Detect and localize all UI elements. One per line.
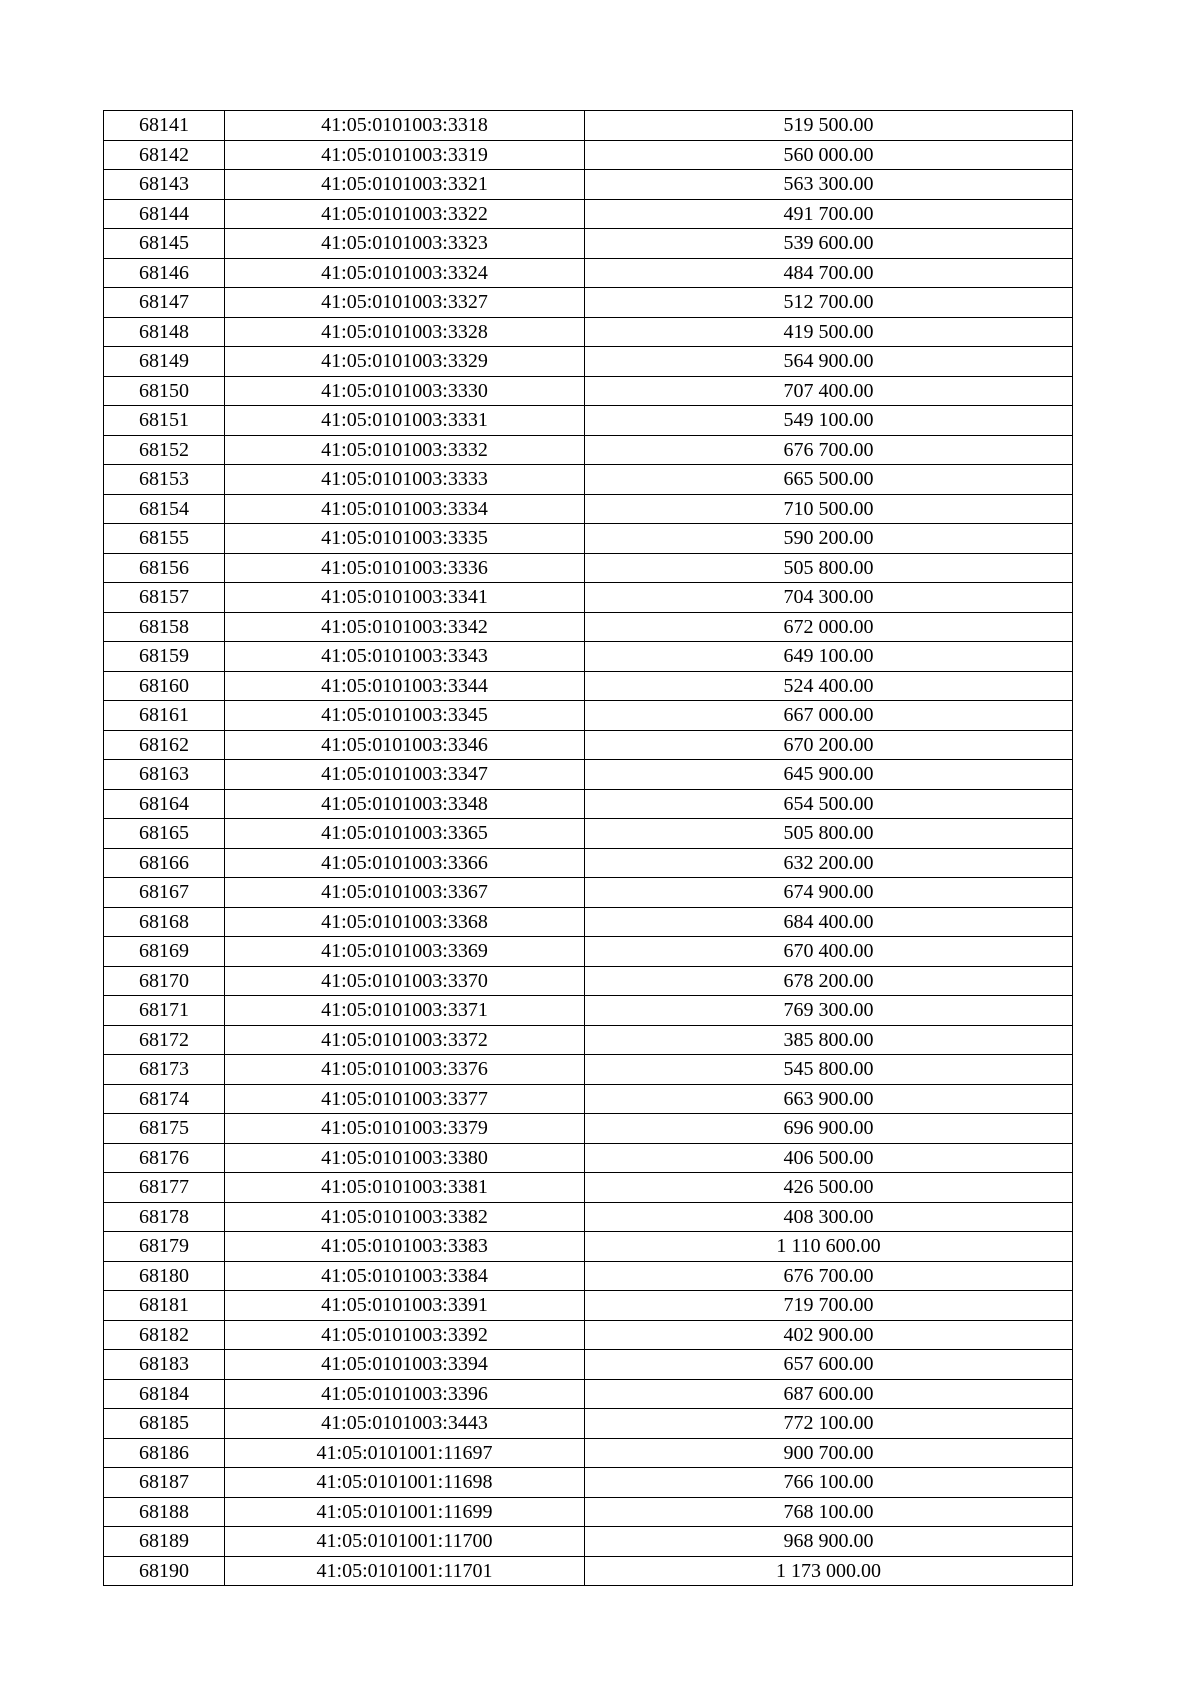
- row-number-cell: 68146: [104, 258, 225, 288]
- row-number-cell: 68155: [104, 524, 225, 554]
- row-number-cell: 68178: [104, 1202, 225, 1232]
- value-cell: 766 100.00: [585, 1468, 1073, 1498]
- value-cell: 670 200.00: [585, 730, 1073, 760]
- cadastral-number-cell: 41:05:0101003:3376: [225, 1055, 585, 1085]
- cadastral-number-cell: 41:05:0101003:3380: [225, 1143, 585, 1173]
- row-number-cell: 68174: [104, 1084, 225, 1114]
- table-row: [104, 1173, 1073, 1203]
- row-number-cell: 68167: [104, 878, 225, 908]
- row-number-cell: 68163: [104, 760, 225, 790]
- value-cell: 402 900.00: [585, 1320, 1073, 1350]
- row-number-cell: 68143: [104, 170, 225, 200]
- value-cell: 676 700.00: [585, 435, 1073, 465]
- table-row: [104, 612, 1073, 642]
- row-number-cell: 68181: [104, 1291, 225, 1321]
- row-number-cell: 68172: [104, 1025, 225, 1055]
- row-number-cell: 68175: [104, 1114, 225, 1144]
- value-cell: 667 000.00: [585, 701, 1073, 731]
- row-number-cell: 68189: [104, 1527, 225, 1557]
- value-cell: 549 100.00: [585, 406, 1073, 436]
- table-row: [104, 199, 1073, 229]
- row-number-cell: 68165: [104, 819, 225, 849]
- row-number-cell: 68162: [104, 730, 225, 760]
- row-number-cell: 68144: [104, 199, 225, 229]
- table-row: [104, 760, 1073, 790]
- value-cell: 408 300.00: [585, 1202, 1073, 1232]
- cadastral-number-cell: 41:05:0101003:3347: [225, 760, 585, 790]
- table-row: [104, 1291, 1073, 1321]
- value-cell: 657 600.00: [585, 1350, 1073, 1380]
- value-cell: 687 600.00: [585, 1379, 1073, 1409]
- value-cell: 684 400.00: [585, 907, 1073, 937]
- value-cell: 649 100.00: [585, 642, 1073, 672]
- value-cell: 769 300.00: [585, 996, 1073, 1026]
- table-row: [104, 878, 1073, 908]
- value-cell: 665 500.00: [585, 465, 1073, 495]
- row-number-cell: 68149: [104, 347, 225, 377]
- value-cell: 704 300.00: [585, 583, 1073, 613]
- table-row: [104, 288, 1073, 318]
- cadastral-number-cell: 41:05:0101003:3394: [225, 1350, 585, 1380]
- table-row: [104, 111, 1073, 141]
- cadastral-number-cell: 41:05:0101003:3368: [225, 907, 585, 937]
- cadastral-value-table: [103, 110, 1073, 1586]
- cadastral-number-cell: 41:05:0101003:3382: [225, 1202, 585, 1232]
- cadastral-number-cell: 41:05:0101003:3366: [225, 848, 585, 878]
- row-number-cell: 68188: [104, 1497, 225, 1527]
- table-row: [104, 258, 1073, 288]
- value-cell: 645 900.00: [585, 760, 1073, 790]
- row-number-cell: 68147: [104, 288, 225, 318]
- value-cell: 900 700.00: [585, 1438, 1073, 1468]
- row-number-cell: 68186: [104, 1438, 225, 1468]
- cadastral-number-cell: 41:05:0101003:3384: [225, 1261, 585, 1291]
- table-row: [104, 583, 1073, 613]
- cadastral-number-cell: 41:05:0101003:3345: [225, 701, 585, 731]
- row-number-cell: 68166: [104, 848, 225, 878]
- table-row: [104, 1468, 1073, 1498]
- row-number-cell: 68179: [104, 1232, 225, 1262]
- value-cell: 674 900.00: [585, 878, 1073, 908]
- row-number-cell: 68183: [104, 1350, 225, 1380]
- row-number-cell: 68151: [104, 406, 225, 436]
- value-cell: 539 600.00: [585, 229, 1073, 259]
- cadastral-number-cell: 41:05:0101003:3348: [225, 789, 585, 819]
- cadastral-number-cell: 41:05:0101001:11698: [225, 1468, 585, 1498]
- value-cell: 563 300.00: [585, 170, 1073, 200]
- table-row: [104, 996, 1073, 1026]
- table-row: [104, 140, 1073, 170]
- table-row: [104, 229, 1073, 259]
- table-row: [104, 789, 1073, 819]
- cadastral-number-cell: 41:05:0101003:3370: [225, 966, 585, 996]
- cadastral-number-cell: 41:05:0101003:3341: [225, 583, 585, 613]
- table-row: [104, 1497, 1073, 1527]
- row-number-cell: 68177: [104, 1173, 225, 1203]
- value-cell: 505 800.00: [585, 553, 1073, 583]
- cadastral-number-cell: 41:05:0101003:3372: [225, 1025, 585, 1055]
- row-number-cell: 68158: [104, 612, 225, 642]
- row-number-cell: 68153: [104, 465, 225, 495]
- value-cell: 545 800.00: [585, 1055, 1073, 1085]
- table-row: [104, 1055, 1073, 1085]
- table-row: [104, 701, 1073, 731]
- cadastral-number-cell: 41:05:0101003:3329: [225, 347, 585, 377]
- value-cell: 564 900.00: [585, 347, 1073, 377]
- table-row: [104, 1556, 1073, 1586]
- table-row: [104, 937, 1073, 967]
- value-cell: 696 900.00: [585, 1114, 1073, 1144]
- table-row: [104, 1025, 1073, 1055]
- table-row: [104, 435, 1073, 465]
- row-number-cell: 68185: [104, 1409, 225, 1439]
- row-number-cell: 68176: [104, 1143, 225, 1173]
- table-row: [104, 1202, 1073, 1232]
- value-cell: 1 110 600.00: [585, 1232, 1073, 1262]
- cadastral-number-cell: 41:05:0101003:3319: [225, 140, 585, 170]
- cadastral-number-cell: 41:05:0101003:3331: [225, 406, 585, 436]
- value-cell: 590 200.00: [585, 524, 1073, 554]
- cadastral-number-cell: 41:05:0101003:3377: [225, 1084, 585, 1114]
- cadastral-number-cell: 41:05:0101003:3443: [225, 1409, 585, 1439]
- value-cell: 632 200.00: [585, 848, 1073, 878]
- cadastral-number-cell: 41:05:0101003:3342: [225, 612, 585, 642]
- cadastral-number-cell: 41:05:0101003:3318: [225, 111, 585, 141]
- row-number-cell: 68182: [104, 1320, 225, 1350]
- row-number-cell: 68145: [104, 229, 225, 259]
- row-number-cell: 68157: [104, 583, 225, 613]
- value-cell: 484 700.00: [585, 258, 1073, 288]
- value-cell: 678 200.00: [585, 966, 1073, 996]
- table-row: [104, 1143, 1073, 1173]
- cadastral-number-cell: 41:05:0101003:3369: [225, 937, 585, 967]
- cadastral-number-cell: 41:05:0101003:3379: [225, 1114, 585, 1144]
- row-number-cell: 68154: [104, 494, 225, 524]
- table-row: [104, 376, 1073, 406]
- cadastral-number-cell: 41:05:0101003:3381: [225, 1173, 585, 1203]
- table-row: [104, 819, 1073, 849]
- table-row: [104, 1438, 1073, 1468]
- value-cell: 672 000.00: [585, 612, 1073, 642]
- value-cell: 491 700.00: [585, 199, 1073, 229]
- table-row: [104, 1261, 1073, 1291]
- cadastral-number-cell: 41:05:0101003:3334: [225, 494, 585, 524]
- cadastral-number-cell: 41:05:0101003:3322: [225, 199, 585, 229]
- cadastral-number-cell: 41:05:0101003:3343: [225, 642, 585, 672]
- value-cell: 419 500.00: [585, 317, 1073, 347]
- table-row: [104, 730, 1073, 760]
- cadastral-number-cell: 41:05:0101001:11699: [225, 1497, 585, 1527]
- cadastral-number-cell: 41:05:0101001:11700: [225, 1527, 585, 1557]
- row-number-cell: 68159: [104, 642, 225, 672]
- row-number-cell: 68170: [104, 966, 225, 996]
- table-row: [104, 317, 1073, 347]
- cadastral-number-cell: 41:05:0101003:3383: [225, 1232, 585, 1262]
- value-cell: 768 100.00: [585, 1497, 1073, 1527]
- cadastral-number-cell: 41:05:0101003:3396: [225, 1379, 585, 1409]
- table-row: [104, 406, 1073, 436]
- row-number-cell: 68190: [104, 1556, 225, 1586]
- row-number-cell: 68187: [104, 1468, 225, 1498]
- table-row: [104, 966, 1073, 996]
- table-row: [104, 524, 1073, 554]
- row-number-cell: 68150: [104, 376, 225, 406]
- value-cell: 426 500.00: [585, 1173, 1073, 1203]
- value-cell: 772 100.00: [585, 1409, 1073, 1439]
- row-number-cell: 68148: [104, 317, 225, 347]
- value-cell: 968 900.00: [585, 1527, 1073, 1557]
- table-body: [104, 111, 1073, 1586]
- table-row: [104, 848, 1073, 878]
- value-cell: 707 400.00: [585, 376, 1073, 406]
- cadastral-number-cell: 41:05:0101003:3327: [225, 288, 585, 318]
- row-number-cell: 68169: [104, 937, 225, 967]
- table-row: [104, 907, 1073, 937]
- row-number-cell: 68160: [104, 671, 225, 701]
- cadastral-number-cell: 41:05:0101003:3323: [225, 229, 585, 259]
- row-number-cell: 68173: [104, 1055, 225, 1085]
- table-row: [104, 465, 1073, 495]
- row-number-cell: 68152: [104, 435, 225, 465]
- table-row: [104, 347, 1073, 377]
- row-number-cell: 68161: [104, 701, 225, 731]
- cadastral-number-cell: 41:05:0101003:3371: [225, 996, 585, 1026]
- cadastral-number-cell: 41:05:0101003:3328: [225, 317, 585, 347]
- table-row: [104, 1084, 1073, 1114]
- value-cell: 406 500.00: [585, 1143, 1073, 1173]
- cadastral-number-cell: 41:05:0101001:11697: [225, 1438, 585, 1468]
- cadastral-number-cell: 41:05:0101003:3391: [225, 1291, 585, 1321]
- cadastral-number-cell: 41:05:0101003:3335: [225, 524, 585, 554]
- value-cell: 560 000.00: [585, 140, 1073, 170]
- cadastral-number-cell: 41:05:0101003:3324: [225, 258, 585, 288]
- table-row: [104, 1232, 1073, 1262]
- table-row: [104, 1527, 1073, 1557]
- row-number-cell: 68171: [104, 996, 225, 1026]
- table-row: [104, 1320, 1073, 1350]
- table-row: [104, 1350, 1073, 1380]
- value-cell: 654 500.00: [585, 789, 1073, 819]
- cadastral-number-cell: 41:05:0101003:3330: [225, 376, 585, 406]
- row-number-cell: 68142: [104, 140, 225, 170]
- table-row: [104, 1409, 1073, 1439]
- value-cell: 710 500.00: [585, 494, 1073, 524]
- row-number-cell: 68164: [104, 789, 225, 819]
- value-cell: 670 400.00: [585, 937, 1073, 967]
- table-row: [104, 1114, 1073, 1144]
- cadastral-number-cell: 41:05:0101003:3365: [225, 819, 585, 849]
- table-row: [104, 553, 1073, 583]
- cadastral-number-cell: 41:05:0101003:3367: [225, 878, 585, 908]
- cadastral-number-cell: 41:05:0101001:11701: [225, 1556, 585, 1586]
- value-cell: 505 800.00: [585, 819, 1073, 849]
- value-cell: 663 900.00: [585, 1084, 1073, 1114]
- row-number-cell: 68156: [104, 553, 225, 583]
- value-cell: 385 800.00: [585, 1025, 1073, 1055]
- value-cell: 512 700.00: [585, 288, 1073, 318]
- cadastral-number-cell: 41:05:0101003:3392: [225, 1320, 585, 1350]
- cadastral-number-cell: 41:05:0101003:3336: [225, 553, 585, 583]
- value-cell: 1 173 000.00: [585, 1556, 1073, 1586]
- cadastral-number-cell: 41:05:0101003:3332: [225, 435, 585, 465]
- value-cell: 524 400.00: [585, 671, 1073, 701]
- value-cell: 519 500.00: [585, 111, 1073, 141]
- cadastral-number-cell: 41:05:0101003:3321: [225, 170, 585, 200]
- value-cell: 676 700.00: [585, 1261, 1073, 1291]
- table-row: [104, 494, 1073, 524]
- row-number-cell: 68184: [104, 1379, 225, 1409]
- cadastral-number-cell: 41:05:0101003:3333: [225, 465, 585, 495]
- table-row: [104, 170, 1073, 200]
- table-row: [104, 671, 1073, 701]
- row-number-cell: 68180: [104, 1261, 225, 1291]
- cadastral-number-cell: 41:05:0101003:3346: [225, 730, 585, 760]
- value-cell: 719 700.00: [585, 1291, 1073, 1321]
- table-row: [104, 642, 1073, 672]
- row-number-cell: 68168: [104, 907, 225, 937]
- cadastral-number-cell: 41:05:0101003:3344: [225, 671, 585, 701]
- table-row: [104, 1379, 1073, 1409]
- row-number-cell: 68141: [104, 111, 225, 141]
